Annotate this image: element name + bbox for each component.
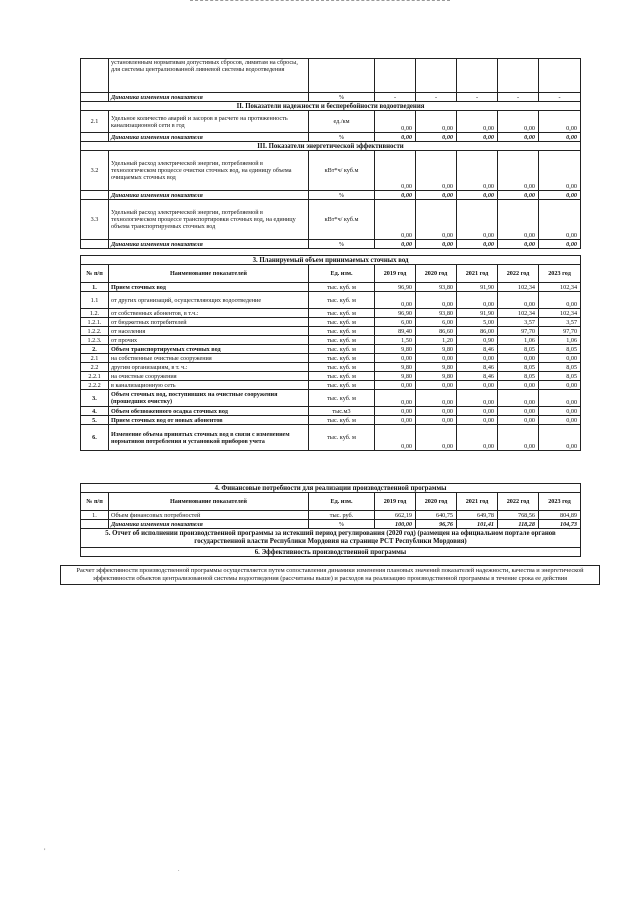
indicator-name: Прием сточных вод от новых абонентов (109, 416, 309, 425)
col-header-name: Наименование показателей (109, 493, 309, 511)
value-cell: 9,80 (375, 372, 416, 381)
scan-artifact-mark: , (44, 845, 46, 851)
value-cell: 6,00 (416, 318, 457, 327)
unit-cell: тыс. куб. м (309, 425, 375, 451)
row-number: 6. (81, 425, 109, 451)
value-cell: 1,06 (539, 336, 581, 345)
value-cell: 0,00 (539, 292, 581, 309)
indicator-name: на очистные сооружения (109, 372, 309, 381)
table-row: 1. Объем финансовых потребностей тыс. руб. 662,19 640,75 649,78 768,56 804,89 (81, 511, 581, 520)
value-cell: 0,00 (498, 425, 539, 451)
table-header-row (81, 493, 581, 511)
unit-cell: % (309, 93, 375, 102)
table-row (81, 354, 581, 363)
row-number: 1. (81, 283, 109, 292)
indicator-name: в канализационную сеть (109, 381, 309, 390)
value-cell: 0,00 (375, 416, 416, 425)
financial-needs-table (80, 483, 581, 557)
section-header-row (81, 256, 581, 265)
table-row: Динамика изменения показателя % 0,00 0,00 0,00 0,00 0,00 (81, 133, 581, 142)
value-cell: 0,00 (416, 407, 457, 416)
row-number: 1.1 (81, 292, 109, 309)
table-row: Динамика изменения показателя % - - - - - (81, 93, 581, 102)
value-cell: 0,00 (416, 292, 457, 309)
indicator-name: от других организаций, осуществляющих водоотведение (109, 292, 309, 309)
table-row (81, 372, 581, 381)
upper-indicators-table (80, 58, 581, 249)
value-cell: 1,06 (498, 336, 539, 345)
value-cell: 86,00 (457, 327, 498, 336)
value-cell: 0,00 (539, 390, 581, 407)
value-cell: 8,05 (539, 345, 581, 354)
table-row: Динамика изменения показателя % 0,00 0,00 0,00 0,00 0,00 (81, 240, 581, 249)
value-cell: 0,00 (498, 390, 539, 407)
value-cell: 97,70 (498, 327, 539, 336)
value-cell: 0,00 (539, 381, 581, 390)
value-cell: 8,05 (498, 372, 539, 381)
value-cell: 0,00 (457, 390, 498, 407)
col-header-year: 2021 год (457, 493, 498, 511)
row-number: 1.2.3. (81, 336, 109, 345)
table-row (81, 407, 581, 416)
value-cell: 8,46 (457, 345, 498, 354)
unit-cell: тыс. куб. м (309, 336, 375, 345)
unit-cell: тыс. куб. м (309, 363, 375, 372)
dynamics-label: Динамика изменения показателя (109, 93, 309, 102)
indicator-name: на собственные очистные сооружения (109, 354, 309, 363)
value-cell: 0,00 (457, 292, 498, 309)
value-cell: 9,80 (375, 345, 416, 354)
col-header-year: 2019 год (375, 493, 416, 511)
section-5-report: 5. Отчет об исполнении производственной программы за истекший период регулирования (2020 год) (размещен на официальном портале органов государственной власти Республики Мордовия на странице РСТ Республики Мордовия) (81, 529, 581, 548)
value-cell: 93,80 (416, 309, 457, 318)
value-cell: 0,00 (498, 381, 539, 390)
value-cell: 102,34 (498, 309, 539, 318)
indicator-name: от бюджетных потребителей (109, 318, 309, 327)
value-cell: 0,00 (375, 407, 416, 416)
row-number: 2.2.2 (81, 381, 109, 390)
section-header-row (81, 548, 581, 557)
indicator-name: установленным нормативам допустимых сбросов, лимитам на сбросы, для системы централизованной ливневой системы водоотведения (109, 59, 309, 93)
efficiency-description: Расчет эффективности производственной программы осуществляется путем сопоставления динамики изменения плановых значений показателей надежности, качества и энергетической эффективности объектов централизованной системы водоотведения (рассчитаны выше) и расходов на реализацию производственной программы в течение срока ее действия (61, 566, 600, 585)
scan-artifact-top (190, 0, 450, 5)
table-row: 3.3 Удельный расход электрической энергии, потребляемой в технологическом процессе транспортировки сточных вод, на единицу объема транспортируемых сточных вод кВт*ч/ куб.м 0,00 0,00 0,00 0,00 0,00 (81, 200, 581, 240)
table-row: Динамика изменения показателя % 0,00 0,00 0,00 0,00 0,00 (81, 191, 581, 200)
section-2-title: II. Показатели надежности и бесперебойности водоотведения (81, 102, 581, 111)
col-header-no: № п/п (81, 493, 109, 511)
indicator-name: Объем финансовых потребностей (109, 511, 309, 520)
value-cell: 5,00 (457, 318, 498, 327)
value-cell: 8,05 (498, 345, 539, 354)
value-cell: 1,20 (416, 336, 457, 345)
section-header-row (81, 102, 581, 111)
value-cell: 1,50 (375, 336, 416, 345)
indicator-name: от прочих (109, 336, 309, 345)
table-row (81, 425, 581, 451)
dynamics-label: Динамика изменения показателя (109, 520, 309, 529)
value-cell: 8,05 (539, 372, 581, 381)
indicator-name: Объем сточных вод, поступивших на очистные сооружения (прошедших очистку) (109, 390, 309, 407)
indicator-name: от собственных абонентов, в т.ч.: (109, 309, 309, 318)
value-cell: 8,05 (498, 363, 539, 372)
table-row (81, 390, 581, 407)
value-cell: 0,00 (457, 407, 498, 416)
value-cell: 0,00 (498, 354, 539, 363)
value-cell: 3,57 (539, 318, 581, 327)
indicator-name: Прием сточных вод (109, 283, 309, 292)
row-number: 1.2. (81, 309, 109, 318)
unit-cell: тыс. куб. м (309, 318, 375, 327)
value-cell: 0,00 (375, 381, 416, 390)
value-cell: 0,00 (457, 381, 498, 390)
value-cell: 9,80 (416, 345, 457, 354)
value-cell: 0,00 (416, 354, 457, 363)
value-cell: 0,00 (375, 390, 416, 407)
row-number: 2.2.1 (81, 372, 109, 381)
value-cell: 102,34 (539, 309, 581, 318)
value-cell: 86,60 (416, 327, 457, 336)
value-cell: 0,00 (498, 292, 539, 309)
value-cell: 93,80 (416, 283, 457, 292)
volume-table-body (81, 283, 581, 451)
value-cell: 9,80 (416, 363, 457, 372)
table-row (81, 336, 581, 345)
unit-cell: тыс. куб. м (309, 354, 375, 363)
value-cell: 0,90 (457, 336, 498, 345)
table-row (81, 59, 581, 93)
table-row (81, 416, 581, 425)
value-cell: 91,90 (457, 283, 498, 292)
value-cell: 0,00 (416, 390, 457, 407)
wastewater-volume-table (80, 255, 581, 451)
section-header-row (81, 142, 581, 151)
unit-cell: тыс. куб. м (309, 283, 375, 292)
section-3-title: III. Показатели энергетической эффективности (81, 142, 581, 151)
row-number: 1.2.1. (81, 318, 109, 327)
col-header-name: Наименование показателей (109, 265, 309, 283)
finance-table-title: 4. Финансовые потребности для реализации производственной программы (81, 484, 581, 493)
value-cell: 0,00 (416, 381, 457, 390)
dynamics-label: Динамика изменения показателя (109, 240, 309, 249)
indicator-name: от населения (109, 327, 309, 336)
unit-cell: тыс. куб. м (309, 345, 375, 354)
value-cell: 9,80 (416, 372, 457, 381)
table-row (81, 363, 581, 372)
value-cell: 0,00 (457, 354, 498, 363)
table-row: Динамика изменения показателя % 100,00 96,76 101,41 118,28 104,73 (81, 520, 581, 529)
indicator-name: Изменение объема принятых сточных вод в связи с изменением нормативов потребления и установкой приборов учета (109, 425, 309, 451)
value-cell: 8,05 (539, 363, 581, 372)
indicator-name: другим организациям, в т. ч.: (109, 363, 309, 372)
table-row (81, 381, 581, 390)
value-cell: 9,80 (375, 363, 416, 372)
col-header-year: 2022 год (498, 493, 539, 511)
value-cell: 89,40 (375, 327, 416, 336)
dynamics-label: Динамика изменения показателя (109, 191, 309, 200)
value-cell: 0,00 (498, 416, 539, 425)
col-header-year: 2019 год (375, 265, 416, 283)
value-cell: 0,00 (539, 407, 581, 416)
col-header-unit: Ед. изм. (309, 493, 375, 511)
value-cell: 96,90 (375, 283, 416, 292)
table-row (81, 292, 581, 309)
value-cell: 102,34 (539, 283, 581, 292)
unit-cell: тыс.м3 (309, 407, 375, 416)
value-cell: 91,90 (457, 309, 498, 318)
indicator-name: Объем обезвоженного осадка сточных вод (109, 407, 309, 416)
indicator-name: Удельное количество аварий и засоров в расчете на протяженность канализационной сети в год (109, 111, 309, 133)
col-header-year: 2020 год (416, 265, 457, 283)
table-row (81, 345, 581, 354)
table-row (81, 318, 581, 327)
unit-cell: тыс. куб. м (309, 390, 375, 407)
dynamics-label: Динамика изменения показателя (109, 133, 309, 142)
value-cell: 0,00 (457, 416, 498, 425)
col-header-no: № п/п (81, 265, 109, 283)
row-number: 2.1 (81, 354, 109, 363)
row-number: 2.2 (81, 363, 109, 372)
value-cell: 0,00 (375, 354, 416, 363)
unit-cell: тыс. куб. м (309, 416, 375, 425)
value-cell: 0,00 (416, 425, 457, 451)
indicator-name: Объем транспортируемых сточных вод (109, 345, 309, 354)
col-header-year: 2020 год (416, 493, 457, 511)
section-6-title: 6. Эффективность производственной программы (81, 548, 581, 557)
value-cell: 96,90 (375, 309, 416, 318)
value-cell: 0,00 (539, 416, 581, 425)
row-number: 5. (81, 416, 109, 425)
value-cell: 0,00 (539, 354, 581, 363)
unit-cell: тыс. куб. м (309, 372, 375, 381)
value-cell: 0,00 (416, 416, 457, 425)
section-header-row (81, 484, 581, 493)
value-cell: 0,00 (539, 425, 581, 451)
unit-cell: тыс. куб. м (309, 381, 375, 390)
efficiency-text-box (60, 565, 600, 585)
indicator-name: Удельный расход электрической энергии, потребляемой в технологическом процессе транспортировки сточных вод, на единицу объема транспортируемых сточных вод (109, 200, 309, 240)
table-row (81, 327, 581, 336)
value-cell: 102,34 (498, 283, 539, 292)
col-header-year: 2022 год (498, 265, 539, 283)
row-number: 1.2.2. (81, 327, 109, 336)
table-header-row (81, 265, 581, 283)
indicator-name: Удельный расход электрической энергии, потребляемой в технологическом процессе очистки сточных вод, на единицу объема очищаемых сточных вод (109, 151, 309, 191)
col-header-year: 2021 год (457, 265, 498, 283)
value-cell: 0,00 (498, 407, 539, 416)
row-number: 3. (81, 390, 109, 407)
section-header-row (81, 529, 581, 548)
unit-cell: тыс. куб. м (309, 292, 375, 309)
col-header-year: 2023 год (539, 493, 581, 511)
value-cell: 6,00 (375, 318, 416, 327)
table-row (81, 309, 581, 318)
value-cell: 8,46 (457, 372, 498, 381)
value-cell: 8,46 (457, 363, 498, 372)
col-header-unit: Ед. изм. (309, 265, 375, 283)
table-row: 2.1 Удельное количество аварий и засоров в расчете на протяженность канализационной сети в год ед./км 0,00 0,00 0,00 0,00 0,00 (81, 111, 581, 133)
scan-artifact-mark: . (178, 867, 180, 873)
col-header-year: 2023 год (539, 265, 581, 283)
table-row (81, 283, 581, 292)
value-cell: 97,70 (539, 327, 581, 336)
unit-cell: тыс. куб. м (309, 309, 375, 318)
value-cell: 0,00 (375, 425, 416, 451)
value-cell: 0,00 (375, 292, 416, 309)
row-number: 2. (81, 345, 109, 354)
table-row: 3.2 Удельный расход электрической энергии, потребляемой в технологическом процессе очистки сточных вод, на единицу объема очищаемых сточных вод кВт*ч/ куб.м 0,00 0,00 0,00 0,00 0,00 (81, 151, 581, 191)
row-number: 4. (81, 407, 109, 416)
value-cell: 0,00 (457, 425, 498, 451)
value-cell: 3,57 (498, 318, 539, 327)
volume-table-title: 3. Планируемый объем принимаемых сточных вод (81, 256, 581, 265)
unit-cell: тыс. куб. м (309, 327, 375, 336)
